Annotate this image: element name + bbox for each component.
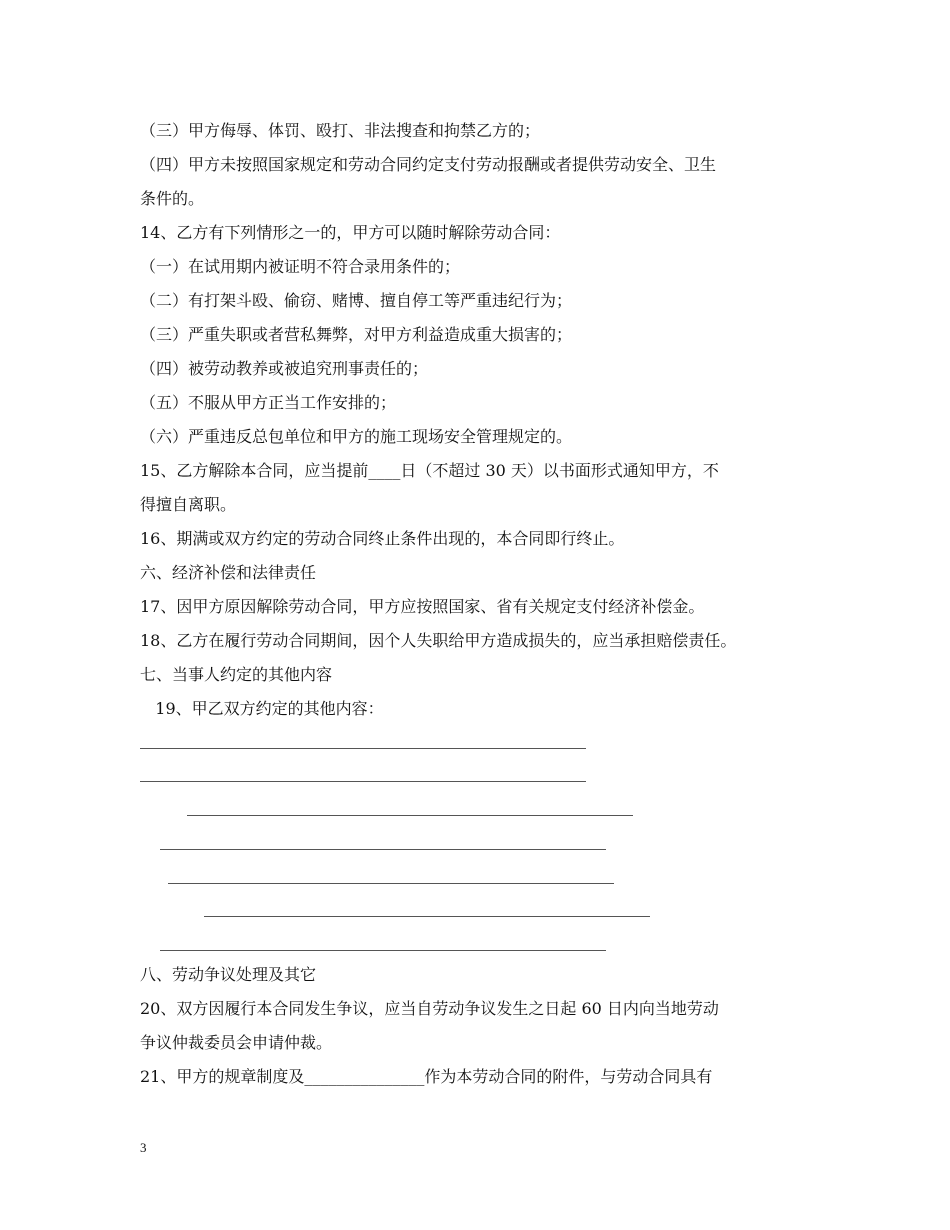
clause-18: 18、乙方在履行劳动合同期间，因个人失职给甲方造成损失的，应当承担赔偿责任。: [140, 631, 737, 650]
blank-fill-line: [204, 916, 650, 917]
clause-14-heading: 14、乙方有下列情形之一的，甲方可以随时解除劳动合同：: [140, 223, 561, 242]
text-line: （一）在试用期内被证明不符合录用条件的；: [140, 257, 461, 276]
clause-21: 21、甲方的规章制度及_______________作为本劳动合同的附件，与劳动合同具有: [140, 1067, 713, 1086]
text-line: （四）被劳动教养或被追究刑事责任的；: [140, 359, 429, 378]
blank-fill-line: [168, 883, 614, 884]
clause-16: 16、期满或双方约定的劳动合同终止条件出现的，本合同即行终止。: [140, 529, 625, 548]
text-line: （三）严重失职或者营私舞弊，对甲方利益造成重大损害的；: [140, 325, 573, 344]
clause-17: 17、因甲方原因解除劳动合同，甲方应按照国家、省有关规定支付经济补偿金。: [140, 597, 705, 616]
text-line: （三）甲方侮辱、体罚、殴打、非法搜查和拘禁乙方的；: [140, 121, 541, 140]
text-line: 得擅自离职。: [140, 495, 237, 514]
text-line: 争议仲裁委员会申请仲裁。: [140, 1033, 333, 1052]
text-line: 条件的。: [140, 189, 205, 208]
page-number: 3: [140, 1140, 147, 1155]
blank-fill-line: [140, 781, 586, 782]
text-line: （五）不服从甲方正当工作安排的；: [140, 393, 397, 412]
blank-fill-line: [160, 950, 606, 951]
section-heading: 六、经济补偿和法律责任: [140, 563, 317, 582]
clause-20: 20、双方因履行本合同发生争议，应当自劳动争议发生之日起 60 日内向当地劳动: [140, 999, 719, 1018]
section-heading: 七、当事人约定的其他内容: [140, 665, 333, 684]
blank-fill-line: [187, 815, 633, 816]
text-line: （二）有打架斗殴、偷窃、赌博、擅自停工等严重违纪行为；: [140, 291, 573, 310]
section-heading: 八、劳动争议处理及其它: [140, 965, 317, 984]
blank-fill-line: [160, 849, 606, 850]
text-line: （四）甲方未按照国家规定和劳动合同约定支付劳动报酬或者提供劳动安全、卫生: [140, 155, 717, 174]
clause-19: 19、甲乙双方约定的其他内容：: [140, 699, 384, 718]
clause-15: 15、乙方解除本合同，应当提前____日（不超过 30 天）以书面形式通知甲方，不: [140, 461, 719, 480]
blank-fill-line: [140, 748, 586, 749]
text-line: （六）严重违反总包单位和甲方的施工现场安全管理规定的。: [140, 427, 573, 446]
